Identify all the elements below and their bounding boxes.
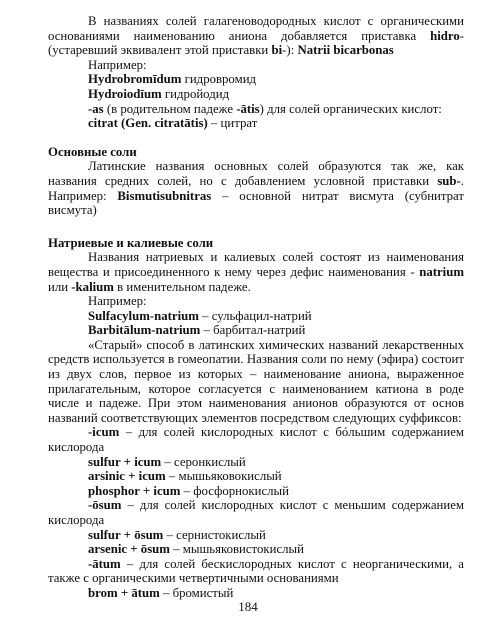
example-line bbox=[48, 309, 464, 324]
example-natrii-bicarbonas: Natrii bicarbonas bbox=[297, 43, 394, 58]
suffix: ōsum bbox=[134, 527, 164, 542]
latin-term: Hydroiodīum bbox=[88, 86, 162, 101]
translation: – бромистый bbox=[159, 585, 234, 600]
example-line bbox=[48, 102, 464, 117]
text-run: – основной нитрат висмута (субнитрат висмута) bbox=[48, 188, 464, 218]
text-run: ) для солей органических кислот: bbox=[259, 101, 442, 116]
page-number: 184 bbox=[238, 599, 258, 614]
text-run: - (устаревший эквивалент этой приставки bbox=[48, 28, 464, 58]
text-run: В названиях солей галагеноводородных кислот с органическими основаниями наименованию аниона добавляется приставка bbox=[48, 14, 464, 43]
translation: – барбитал-натрий bbox=[200, 323, 306, 338]
translation: – серонкислый bbox=[161, 454, 246, 469]
text-body bbox=[48, 14, 464, 601]
example-line: sulfur + ōsum – сернистокислый bbox=[88, 527, 266, 542]
suffix: icum bbox=[153, 483, 181, 498]
old-method-paragraph: «Старый» способ в латинских химических названий лекарственных средств используется в гомеопатии. Названия соли по нему (эфира) состоит из двух слов, первое из которых – наименование аниона, выраженное прилагательным, которое согласуется с наименованием катиона в роде числе и падеже. При этом наименования анионов образуются от основ названий соответствующих элементов посредством следующих суффиксов: bbox=[48, 337, 464, 425]
latin-stem: arsenic bbox=[88, 542, 128, 557]
text-run: – для солей кислородных кислот с меньшим содержанием кислорода bbox=[48, 498, 464, 527]
translation: гидровромид bbox=[181, 72, 257, 87]
section-heading-basic-salts: Основные соли bbox=[48, 144, 137, 159]
suffix-atum-paragraph bbox=[48, 557, 464, 586]
spacer bbox=[48, 131, 464, 145]
translation: – сульфацил-натрий bbox=[198, 308, 312, 323]
translation: – цитрат bbox=[207, 116, 258, 131]
suffix: icum bbox=[134, 454, 162, 469]
suffix: icum bbox=[138, 469, 166, 484]
example-line bbox=[48, 72, 464, 87]
text-run: или bbox=[48, 279, 72, 294]
suffix-icum-paragraph bbox=[48, 425, 464, 454]
text-run: в именительном падеже. bbox=[113, 279, 251, 294]
translation: – мышьяковокислый bbox=[165, 469, 282, 484]
example-label: Например: bbox=[88, 57, 147, 72]
suffix: -as bbox=[88, 101, 104, 116]
latin-stem: brom bbox=[88, 585, 118, 600]
latin-term: -kalium bbox=[71, 279, 114, 294]
suffix: ātum bbox=[131, 585, 160, 600]
basic-paragraph bbox=[48, 159, 464, 217]
section-heading-sodium-salts: Натриевые и калиевые соли bbox=[48, 235, 214, 250]
suffix: -ātum bbox=[88, 556, 121, 571]
latin-stem: phosphor bbox=[88, 483, 140, 498]
latin-stem: sulfur bbox=[88, 454, 121, 469]
text-run: . Например: bbox=[48, 173, 464, 203]
prefix-sub: sub- bbox=[437, 173, 461, 188]
suffix: ōsum bbox=[140, 542, 170, 557]
suffix-osum-paragraph bbox=[48, 498, 464, 527]
text-run: – для солей бескислородных кислот с неорганическими, а также с органическими четвертичными основаниями bbox=[48, 556, 464, 586]
suffix: -icum bbox=[88, 425, 120, 440]
latin-stem: sulfur bbox=[88, 527, 121, 542]
example-line: arsinic + icum – мышьяковокислый bbox=[88, 469, 282, 484]
prefix-bi: bi bbox=[271, 43, 283, 58]
text-run: (в родительном падеже bbox=[103, 101, 237, 116]
translation: гидройодид bbox=[161, 86, 230, 101]
suffix: -ōsum bbox=[88, 498, 122, 513]
text-run: Названия натриевых и калиевых солей состоят из наименования вещества и присоединенного к нему через дефис наименования - bbox=[48, 250, 464, 279]
text-run: Латинские названия основных солей образуются так же, как названия средних солей, но с добавлением условной приставки bbox=[48, 159, 464, 188]
latin-term: Bismutisubnitras bbox=[117, 188, 212, 203]
example-label: Например: bbox=[88, 294, 147, 309]
translation: – мышьяковистокислый bbox=[169, 542, 304, 557]
example-line bbox=[48, 323, 464, 338]
example-line: brom + ātum – бромистый bbox=[88, 585, 234, 600]
spacer bbox=[48, 218, 464, 236]
translation: – сернистокислый bbox=[163, 527, 266, 542]
latin-term: Barbitālum-natrium bbox=[88, 323, 201, 338]
suffix: -ātis bbox=[236, 101, 260, 116]
text-run: -): bbox=[282, 43, 298, 58]
text-run: – для солей кислородных кислот с бóльшим содержанием кислорода bbox=[48, 425, 464, 455]
translation: – фосфорнокислый bbox=[180, 483, 289, 498]
latin-term: Sulfacylum-natrium bbox=[88, 308, 199, 323]
latin-stem: arsinic bbox=[88, 469, 125, 484]
example-line bbox=[48, 87, 464, 102]
latin-term: natrium bbox=[419, 264, 464, 279]
intro-paragraph bbox=[48, 14, 464, 58]
sodium-paragraph bbox=[48, 250, 464, 294]
example-line: phosphor + icum – фосфорнокислый bbox=[88, 483, 289, 498]
example-line: sulfur + icum – серонкислый bbox=[88, 454, 246, 469]
latin-term: citrat (Gen. citratātis) bbox=[88, 116, 208, 131]
latin-term: Hydrobromīdum bbox=[88, 72, 182, 87]
prefix-hidro: hidro bbox=[430, 28, 460, 43]
example-line: arsenic + ōsum – мышьяковистокислый bbox=[88, 542, 304, 557]
example-line bbox=[48, 116, 464, 131]
